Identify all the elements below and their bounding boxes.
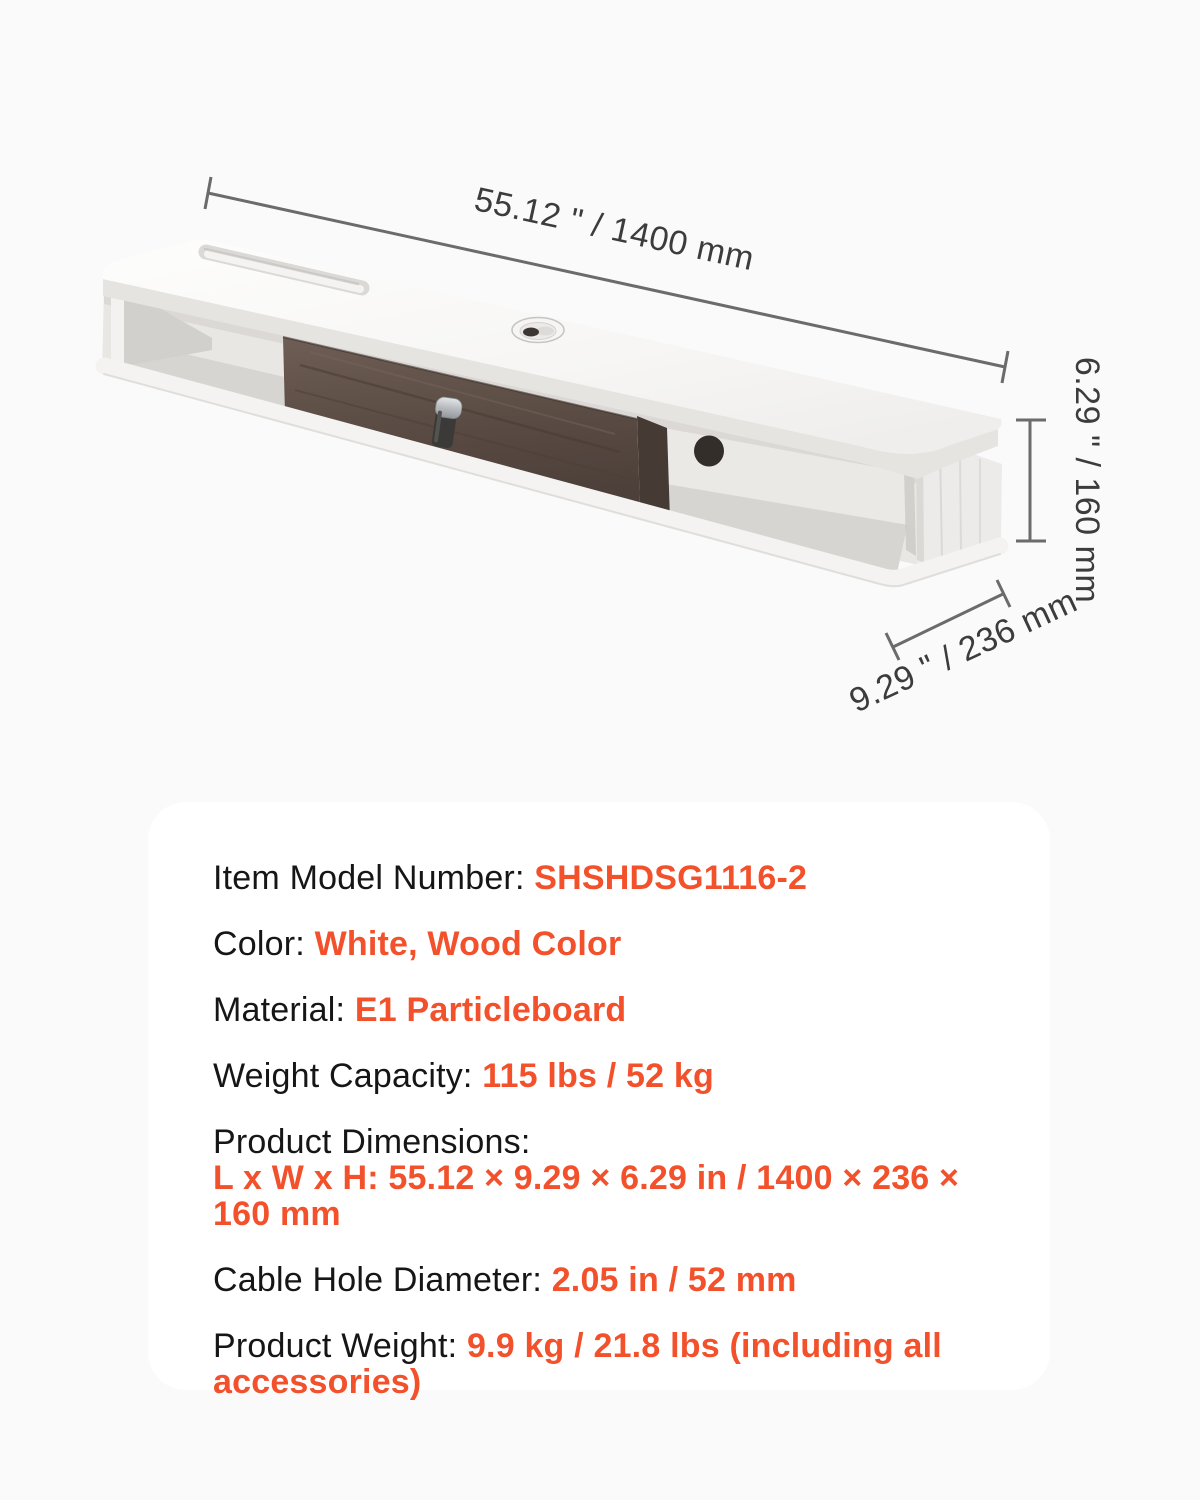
spec-row-product-weight	[213, 1328, 995, 1400]
spec-label: Weight Capacity:	[213, 1057, 473, 1095]
spec-label: Item Model Number:	[213, 859, 525, 897]
spec-label: Product Dimensions:	[213, 1123, 531, 1161]
cable-hole	[694, 436, 724, 467]
length-dimension-label: 55.12 " / 1400 mm	[470, 180, 758, 279]
spec-row-weight-capacity	[213, 1058, 995, 1094]
height-dimension-line	[1016, 420, 1046, 541]
cable-grommet	[512, 318, 564, 343]
spec-value: L x W x H: 55.12 × 9.29 × 6.29 in / 1400 × 236 × 160 mm	[213, 1159, 960, 1233]
spec-label: Product Weight:	[213, 1327, 458, 1365]
height-dimension-label: 6.29 " / 160 mm	[1068, 356, 1106, 604]
spec-label: Material:	[213, 991, 346, 1029]
spec-card	[148, 802, 1050, 1401]
spec-row-product-dimensions	[213, 1124, 995, 1232]
spec-value: White, Wood Color	[314, 925, 622, 963]
spec-value: 9.9 kg / 21.8 lbs (including all accessories)	[213, 1327, 942, 1401]
spec-label: Cable Hole Diameter:	[213, 1261, 543, 1299]
spec-row-model-number	[213, 860, 995, 896]
spec-row-color	[213, 926, 995, 962]
console-body	[102, 239, 1002, 586]
spec-value: E1 Particleboard	[354, 991, 627, 1029]
spec-value: 115 lbs / 52 kg	[482, 1057, 714, 1095]
spec-value: SHSHDSG1116-2	[534, 859, 808, 897]
spec-label: Color:	[213, 925, 305, 963]
spec-row-cable-hole-diameter	[213, 1262, 995, 1298]
spec-row-material	[213, 992, 995, 1028]
depth-dimension-label: 9.29 " / 236 mm	[843, 581, 1084, 721]
spec-value: 2.05 in / 52 mm	[551, 1261, 797, 1299]
